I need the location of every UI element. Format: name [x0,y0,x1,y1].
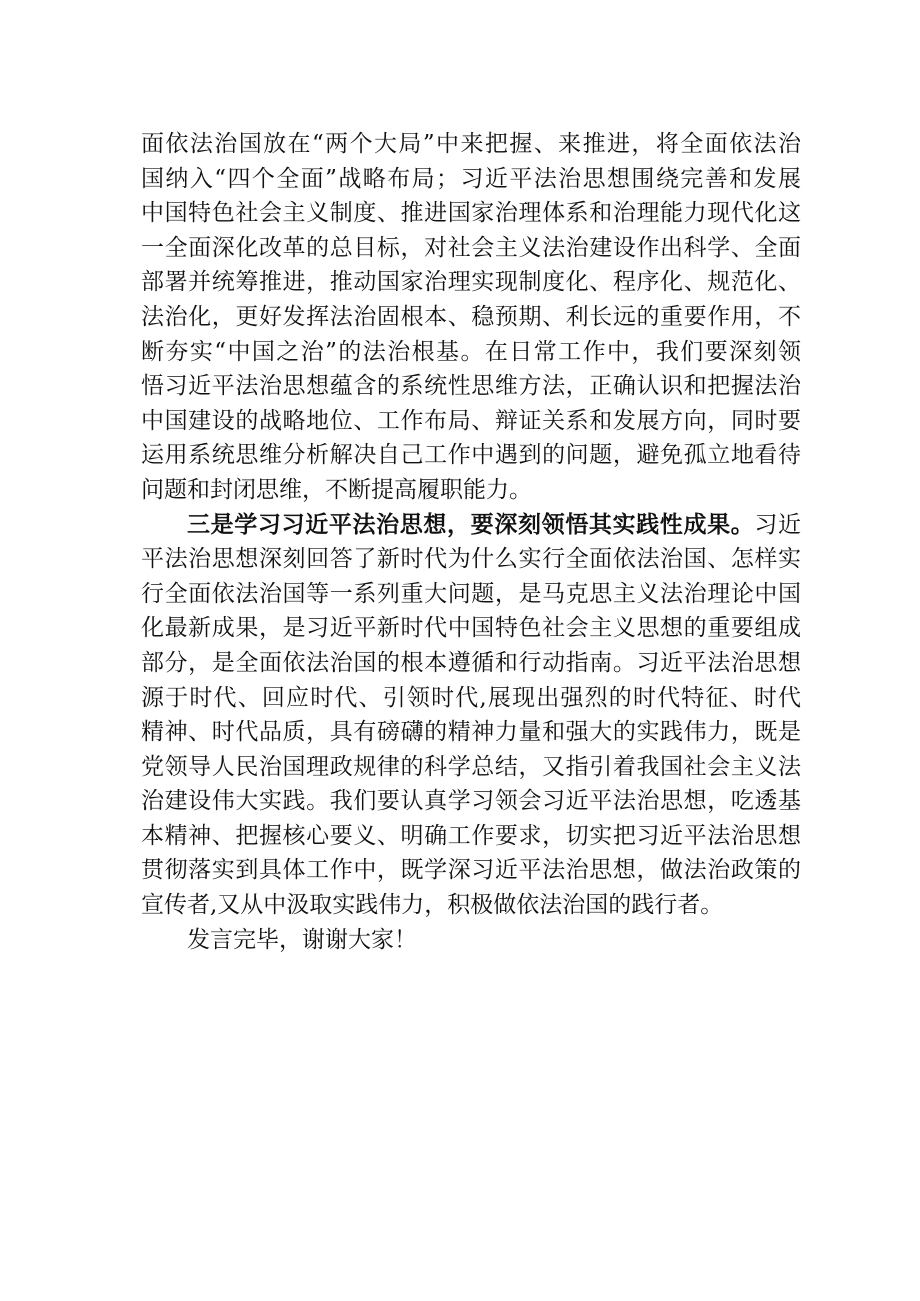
paragraph-line: 中国特色社会主义制度、推进国家治理体系和治理能力现代化这 [141,200,801,227]
closing-remark: 发言完毕，谢谢大家！ [187,926,417,953]
paragraph-line: 部署并统筹推进，推动国家治理实现制度化、程序化、规范化、 [141,269,801,296]
paragraph-line: 运用系统思维分析解决自己工作中遇到的问题，避免孤立地看待 [141,442,801,469]
paragraph-line: 治建设伟大实践。我们要认真学习领会习近平法治思想，吃透基 [141,788,801,815]
paragraph-2 [141,508,801,923]
paragraph-line: 宣传者,又从中汲取实践伟力，积极做依法治国的践行者。 [141,892,724,919]
paragraph-line: 部分，是全面依法治国的根本遵循和行动指南。习近平法治思想 [141,649,801,676]
paragraph-line: 中国建设的战略地位、工作布局、辩证关系和发展方向，同时要 [141,407,801,434]
paragraph-first-line [141,508,801,543]
paragraph-text: 习近 [754,511,802,538]
paragraph-line: 化最新成果，是习近平新时代中国特色社会主义思想的重要组成 [141,615,801,642]
paragraph-closing [141,923,801,958]
paragraph-line: 党领导人民治国理政规律的科学总结，又指引着我国社会主义法 [141,753,801,780]
paragraph-line: 断夯实“中国之治”的法治根基。在日常工作中，我们要深刻领 [141,338,801,365]
paragraph-line: 本精神、把握核心要义、明确工作要求，切实把习近平法治思想 [141,822,801,849]
paragraph-line: 源于时代、回应时代、引领时代,展现出强烈的时代特征、时代 [141,684,801,711]
section-heading: 三是学习习近平法治思想，要深刻领悟其实践性成果。 [187,511,755,538]
paragraph-line: 法治化，更好发挥法治固根本、稳预期、利长远的重要作用，不 [141,303,801,330]
document-body [141,127,801,957]
paragraph-line: 面依法治国放在“两个大局”中来把握、来推进，将全面依法治 [141,131,801,157]
paragraph-line: 国纳入“四个全面”战略布局；习近平法治思想围绕完善和发展 [141,165,801,192]
paragraph-line: 行全面依法治国等一系列重大问题，是马克思主义法治理论中国 [141,580,801,607]
paragraph-line: 悟习近平法治思想蕴含的系统性思维方法，正确认识和把握法治 [141,373,801,400]
paragraph-line: 一全面深化改革的总目标，对社会主义法治建设作出科学、全面 [141,234,801,261]
paragraph-line: 贯彻落实到具体工作中，既学深习近平法治思想，做法治政策的 [141,857,801,884]
paragraph-line: 平法治思想深刻回答了新时代为什么实行全面依法治国、怎样实 [141,546,801,573]
paragraph-line: 问题和封闭思维，不断提高履职能力。 [141,476,532,503]
paragraph-line: 精神、时代品质，具有磅礴的精神力量和强大的实践伟力，既是 [141,719,801,746]
paragraph-1 [141,127,801,508]
